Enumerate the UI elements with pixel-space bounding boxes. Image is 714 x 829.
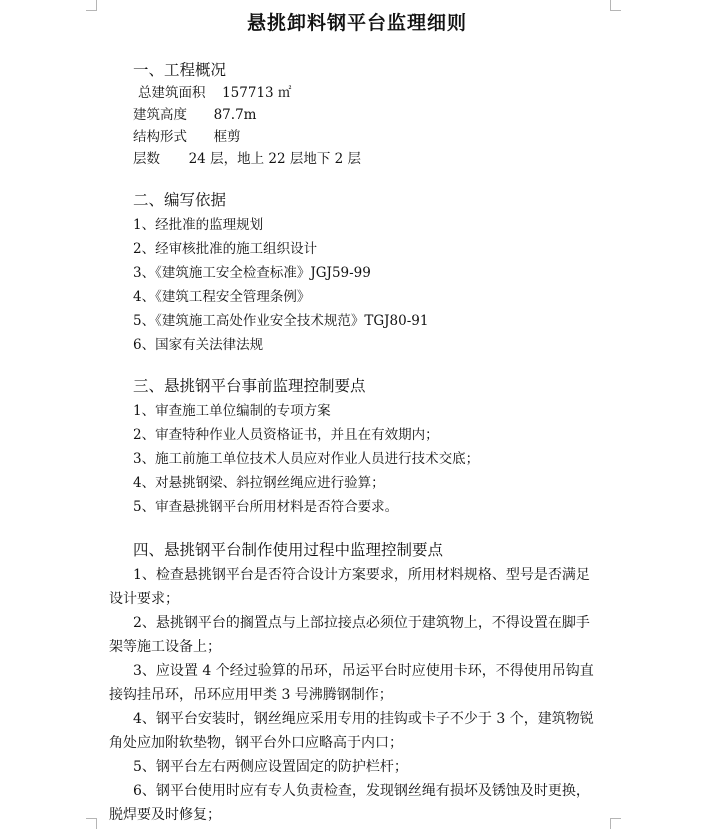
basis-item: 1、经批准的监理规划	[133, 217, 264, 233]
height-label: 建筑高度	[133, 107, 187, 123]
section3-heading: 三、悬挑钢平台事前监理控制要点	[133, 377, 366, 395]
page-corner-mark-bottom-left	[86, 818, 97, 829]
area-value: 157713 ㎡	[222, 85, 292, 101]
area-line	[138, 84, 291, 102]
basis-item: 2、经审核批准的施工组织设计	[133, 241, 318, 257]
pre-control-item: 5、审查悬挑钢平台所用材料是否符合要求。	[133, 499, 399, 515]
section1-heading: 一、工程概况	[133, 61, 227, 79]
section2-heading: 二、编写依据	[133, 191, 227, 209]
process-item-line2: 接钩挂吊环，吊环应用甲类 3 号沸腾钢制作；	[109, 687, 393, 703]
structure-label: 结构形式	[133, 129, 187, 145]
basis-item: 3、《建筑施工安全检查标准》JGJ59-99	[133, 265, 371, 281]
process-item-line2: 脱焊要及时修复；	[109, 807, 221, 823]
pre-control-item: 3、施工前施工单位技术人员应对作业人员进行技术交底；	[133, 451, 480, 467]
floors-value: 24 层，地上 22 层地下 2 层	[188, 151, 361, 167]
process-item-line1: 2、悬挑钢平台的搁置点与上部拉接点必须位于建筑物上，不得设置在脚手	[133, 615, 590, 631]
process-item-line2: 架等施工设备上；	[109, 639, 221, 655]
floors-label: 层数	[133, 151, 160, 167]
pre-control-item: 1、审查施工单位编制的专项方案	[133, 403, 331, 419]
basis-item: 6、国家有关法律法规	[133, 337, 264, 353]
process-item-line1: 3、应设置 4 个经过验算的吊环，吊运平台时应使用卡环，不得使用吊钩直	[133, 663, 594, 679]
process-item-line1: 4、钢平台安装时，钢丝绳应采用专用的挂钩或卡子不少于 3 个，建筑物锐	[133, 711, 594, 727]
pre-control-item: 2、审查特种作业人员资格证书，并且在有效期内；	[133, 427, 439, 443]
structure-value: 框剪	[213, 129, 241, 145]
floors-line	[133, 150, 361, 168]
process-item-line2: 设计要求；	[109, 591, 179, 607]
process-item-line1: 6、钢平台使用时应有专人负责检查，发现钢丝绳有损坏及锈蚀及时更换，	[133, 783, 590, 799]
structure-line	[133, 128, 241, 146]
basis-item: 4、《建筑工程安全管理条例》	[133, 289, 311, 305]
height-line	[133, 106, 256, 124]
pre-control-item: 4、对悬挑钢梁、斜拉钢丝绳应进行验算；	[133, 475, 385, 491]
area-label: 总建筑面积	[138, 85, 206, 101]
process-item-line2: 角处应加附软垫物，钢平台外口应略高于内口；	[109, 735, 403, 751]
height-value: 87.7m	[213, 107, 257, 123]
page-corner-mark-bottom-right	[610, 818, 621, 829]
document-title: 悬挑卸料钢平台监理细则	[246, 12, 467, 34]
section4-heading: 四、悬挑钢平台制作使用过程中监理控制要点	[133, 541, 444, 559]
process-item-line1: 5、钢平台左右两侧应设置固定的防护栏杆；	[133, 759, 408, 775]
process-item-line1: 1、检查悬挑钢平台是否符合设计方案要求，所用材料规格、型号是否满足	[133, 567, 590, 583]
basis-item: 5、《建筑施工高处作业安全技术规范》TGJ80-91	[133, 313, 429, 329]
